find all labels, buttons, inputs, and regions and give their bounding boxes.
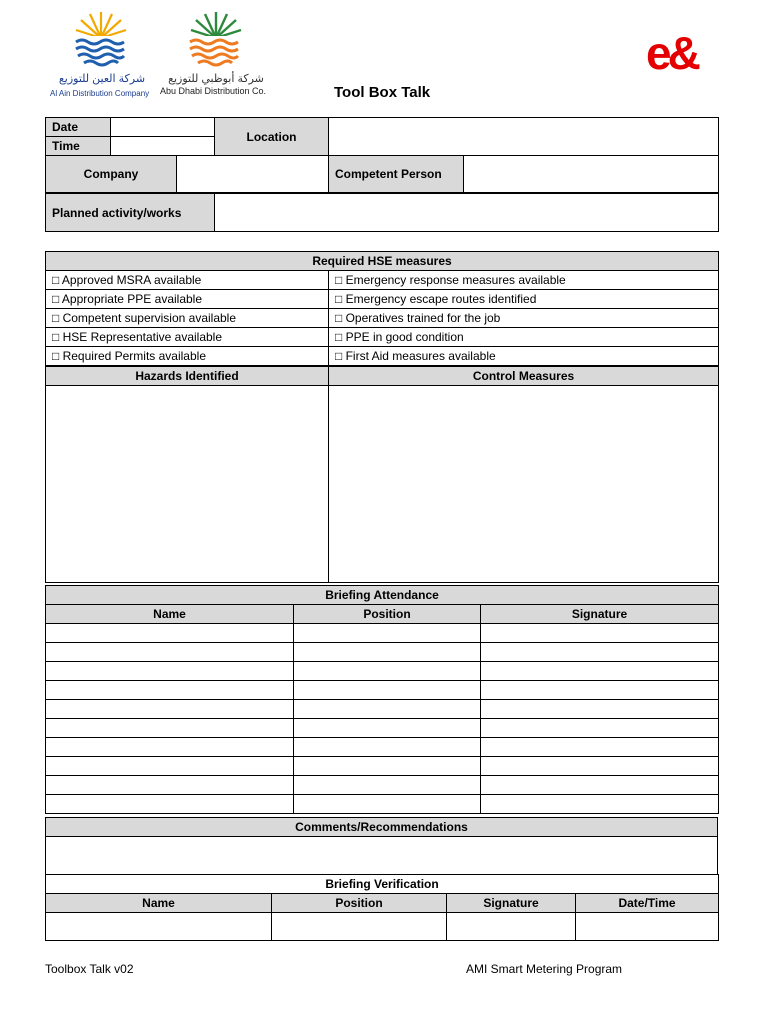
signature-cell[interactable]: [481, 776, 719, 795]
signature-cell[interactable]: [481, 643, 719, 662]
hse-item[interactable]: [46, 290, 329, 309]
hse-item[interactable]: [329, 328, 719, 347]
name-cell[interactable]: [46, 776, 294, 795]
hse-item[interactable]: [329, 309, 719, 328]
attendance-position-header: Position: [294, 605, 481, 624]
position-cell[interactable]: [294, 700, 481, 719]
table-row: [46, 795, 719, 814]
name-cell[interactable]: [46, 738, 294, 757]
attendance-name-header: Name: [46, 605, 294, 624]
hse-item[interactable]: [46, 309, 329, 328]
time-label: Time: [46, 137, 111, 156]
table-row: [46, 719, 719, 738]
signature-cell[interactable]: [481, 738, 719, 757]
hse-item[interactable]: [329, 271, 719, 290]
table-row: [46, 662, 719, 681]
checkbox-icon[interactable]: □: [52, 330, 60, 344]
hse-item[interactable]: [46, 347, 329, 367]
name-cell[interactable]: [46, 662, 294, 681]
planned-label: Planned activity/works: [46, 194, 215, 232]
hse-item-label: HSE Representative available: [62, 330, 223, 344]
checkbox-icon[interactable]: □: [52, 311, 60, 325]
name-cell[interactable]: [46, 681, 294, 700]
hse-item[interactable]: [46, 271, 329, 290]
hse-item-label: Emergency escape routes identified: [345, 292, 537, 306]
hazards-field[interactable]: [46, 386, 329, 583]
hse-item-label: Required Permits available: [62, 349, 206, 363]
position-cell[interactable]: [294, 662, 481, 681]
planned-table: [45, 193, 719, 232]
table-row: [46, 624, 719, 643]
attendance-table: [45, 585, 719, 814]
position-cell[interactable]: [294, 795, 481, 814]
position-cell[interactable]: [294, 776, 481, 795]
al-ain-arabic: شركة العين للتوزيع: [58, 73, 146, 85]
competent-person-label: Competent Person: [329, 156, 464, 193]
checkbox-icon[interactable]: □: [335, 330, 343, 344]
table-row: [46, 681, 719, 700]
controls-field[interactable]: [329, 386, 719, 583]
name-cell[interactable]: [46, 757, 294, 776]
hse-item-label: Appropriate PPE available: [61, 292, 203, 306]
footer-program: AMI Smart Metering Program: [466, 962, 623, 976]
name-cell[interactable]: [46, 700, 294, 719]
table-row: [46, 738, 719, 757]
hse-item-label: Emergency response measures available: [345, 273, 566, 287]
verification-name-header: Name: [46, 894, 272, 913]
checkbox-icon[interactable]: □: [52, 292, 60, 306]
position-cell[interactable]: [294, 643, 481, 662]
checkbox-icon[interactable]: □: [335, 273, 343, 287]
signature-cell[interactable]: [481, 624, 719, 643]
time-field[interactable]: [111, 137, 215, 156]
verification-signature-field[interactable]: [447, 913, 576, 941]
controls-header: Control Measures: [329, 366, 719, 386]
checkbox-icon[interactable]: □: [335, 349, 343, 363]
hse-table: [45, 251, 719, 583]
verification-datetime-field[interactable]: [576, 913, 719, 941]
verification-position-header: Position: [272, 894, 447, 913]
verification-title: Briefing Verification: [46, 875, 719, 894]
add-logo: [158, 8, 278, 100]
hse-item[interactable]: [329, 290, 719, 309]
verification-name-field[interactable]: [46, 913, 272, 941]
comments-table: [45, 817, 718, 875]
hse-item[interactable]: [46, 328, 329, 347]
company-table: [45, 155, 719, 193]
verification-table: [45, 874, 719, 941]
hse-item-label: First Aid measures available: [345, 349, 496, 363]
brand-logo: e&: [646, 27, 697, 79]
verification-position-field[interactable]: [272, 913, 447, 941]
signature-cell[interactable]: [481, 719, 719, 738]
signature-cell[interactable]: [481, 757, 719, 776]
date-label: Date: [46, 118, 111, 137]
name-cell[interactable]: [46, 795, 294, 814]
position-cell[interactable]: [294, 719, 481, 738]
company-label: Company: [46, 156, 177, 193]
add-arabic: شركة أبوظبي للتوزيع: [168, 73, 264, 85]
competent-person-field[interactable]: [464, 156, 719, 193]
footer-version: Toolbox Talk v02: [45, 962, 134, 976]
hse-title: Required HSE measures: [46, 252, 719, 271]
hse-item-label: PPE in good condition: [345, 330, 464, 344]
checkbox-icon[interactable]: □: [335, 311, 343, 325]
name-cell[interactable]: [46, 643, 294, 662]
location-label: Location: [215, 118, 329, 156]
position-cell[interactable]: [294, 624, 481, 643]
attendance-signature-header: Signature: [481, 605, 719, 624]
add-logo-icon: [158, 8, 278, 70]
planned-field[interactable]: [215, 194, 719, 232]
checkbox-icon[interactable]: □: [335, 292, 343, 306]
location-field[interactable]: [329, 118, 719, 156]
position-cell[interactable]: [294, 757, 481, 776]
page-title: Tool Box Talk: [334, 84, 431, 101]
table-row: [46, 757, 719, 776]
verification-signature-header: Signature: [447, 894, 576, 913]
name-cell[interactable]: [46, 624, 294, 643]
al-ain-logo-icon: [46, 8, 156, 70]
signature-cell[interactable]: [481, 795, 719, 814]
hse-item-label: Operatives trained for the job: [345, 311, 501, 325]
company-field[interactable]: [177, 156, 329, 193]
position-cell[interactable]: [294, 681, 481, 700]
al-ain-name: Al Ain Distribution Company: [50, 89, 150, 98]
verification-datetime-header: Date/Time: [576, 894, 719, 913]
comments-field[interactable]: [46, 837, 718, 875]
table-row: [46, 776, 719, 795]
al-ain-logo: [46, 8, 156, 100]
hse-item-label: Approved MSRA available: [61, 273, 202, 287]
checkbox-icon[interactable]: □: [52, 349, 60, 363]
hse-item-label: Competent supervision available: [62, 311, 237, 325]
attendance-title: Briefing Attendance: [46, 586, 719, 605]
signature-cell[interactable]: [481, 681, 719, 700]
table-row: [46, 643, 719, 662]
signature-cell[interactable]: [481, 662, 719, 681]
hse-item[interactable]: [329, 347, 719, 367]
table-row: [46, 700, 719, 719]
comments-title: Comments/Recommendations: [46, 818, 718, 837]
date-field[interactable]: [111, 118, 215, 137]
info-table: [45, 117, 719, 156]
hazards-header: Hazards Identified: [46, 366, 329, 386]
add-name: Abu Dhabi Distribution Co.: [160, 86, 267, 96]
signature-cell[interactable]: [481, 700, 719, 719]
position-cell[interactable]: [294, 738, 481, 757]
name-cell[interactable]: [46, 719, 294, 738]
checkbox-icon[interactable]: □: [52, 273, 60, 287]
